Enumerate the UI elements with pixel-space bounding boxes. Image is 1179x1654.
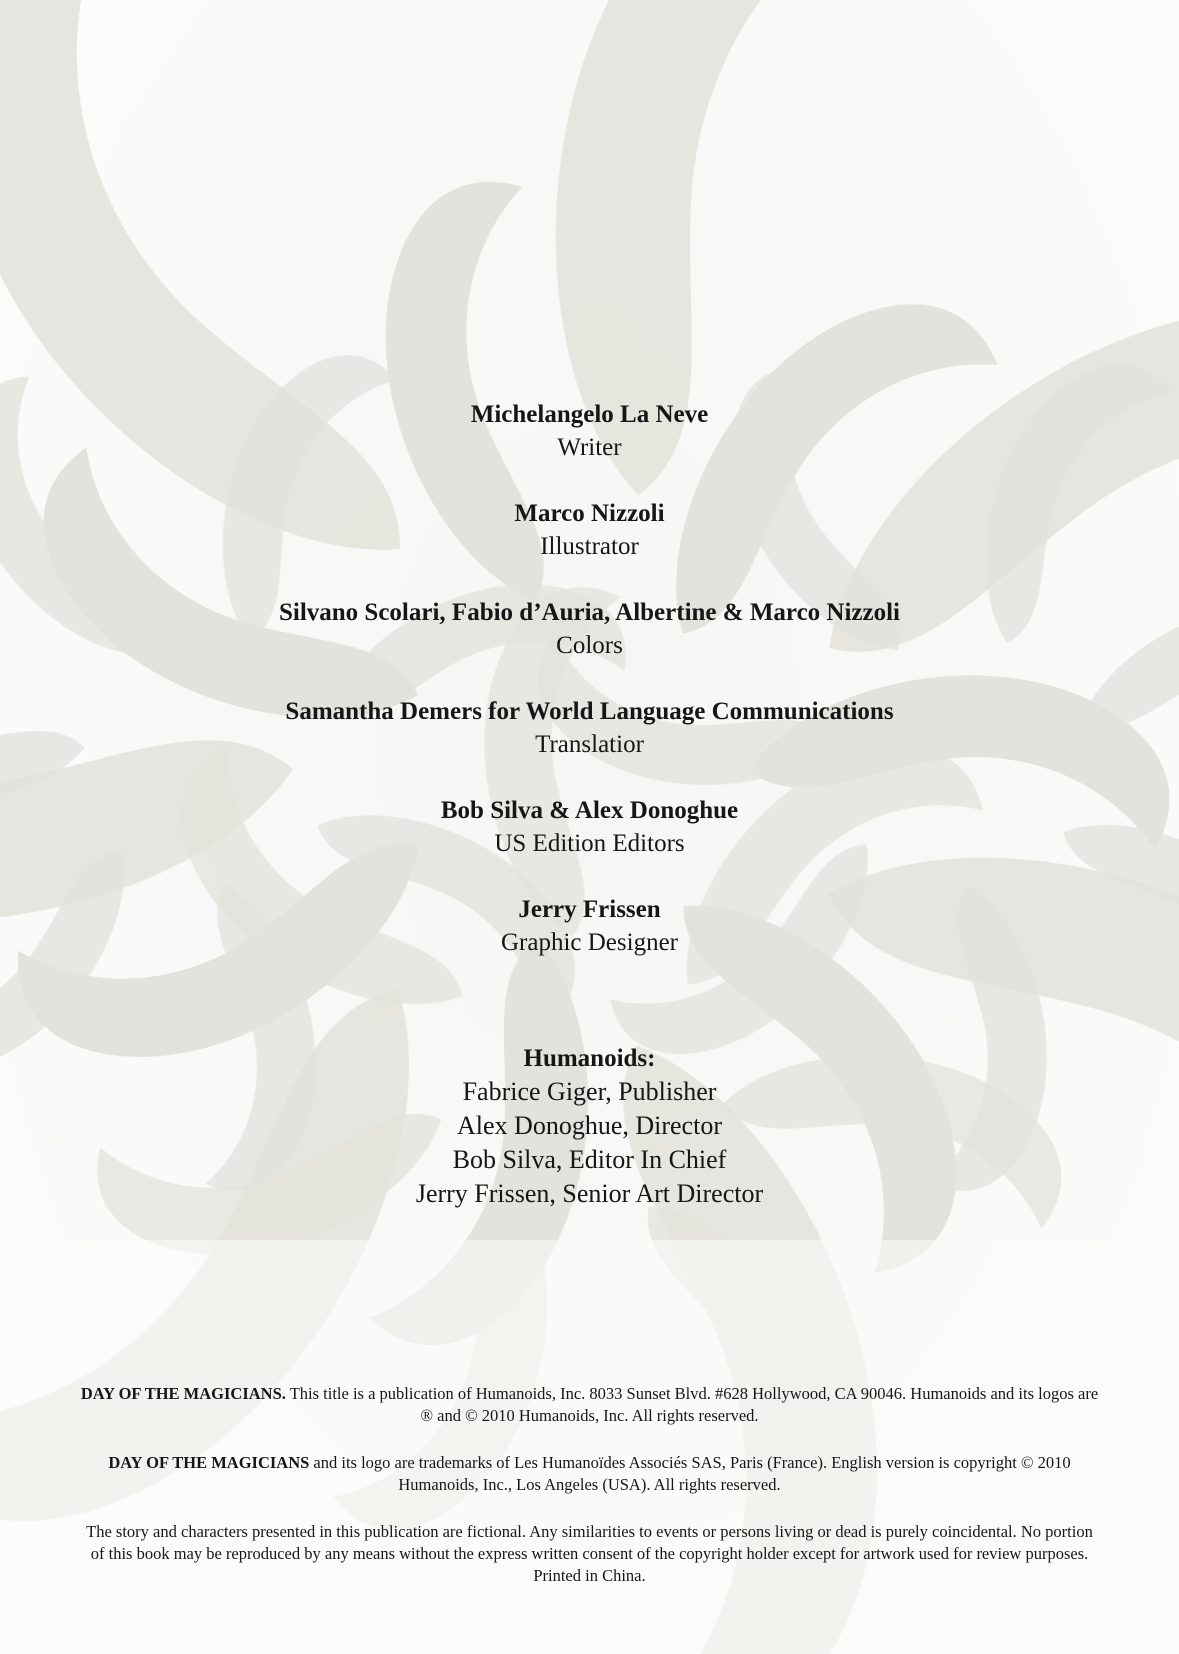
humanoids-staff	[0, 1042, 1179, 1211]
credit-name: Marco Nizzoli	[514, 500, 665, 527]
credit-editors	[0, 794, 1179, 860]
legal-title: DAY OF THE MAGICIANS	[108, 1453, 310, 1472]
credit-role: Translatior	[535, 731, 644, 758]
credit-role: Graphic Designer	[500, 929, 678, 956]
legal-fiction-disclaimer	[80, 1521, 1099, 1587]
staff-line: Fabrice Giger, Publisher	[462, 1077, 717, 1106]
credit-colors	[0, 596, 1179, 662]
staff-line: Alex Donoghue, Director	[457, 1111, 722, 1140]
legal-trademark-notice	[80, 1452, 1099, 1496]
staff-line: Jerry Frissen, Senior Art Director	[415, 1179, 764, 1208]
credit-role: Illustrator	[540, 533, 639, 560]
staff-line: Bob Silva, Editor In Chief	[452, 1145, 727, 1174]
credit-role: Colors	[556, 632, 623, 659]
credit-illustrator	[0, 497, 1179, 563]
credit-role: US Edition Editors	[494, 830, 685, 857]
legal-text: This title is a publication of Humanoids, Inc. 8033 Sunset Blvd. #628 Hollywood, CA 90046. Humanoids and its logos are ® and © 2010 Humanoids, Inc. All rights reserved.	[285, 1384, 1099, 1425]
legal-title: DAY OF THE MAGICIANS.	[80, 1384, 286, 1403]
credit-name: Michelangelo La Neve	[470, 401, 709, 428]
legal-publication-notice	[80, 1383, 1099, 1427]
credit-writer	[0, 398, 1179, 464]
credit-name: Jerry Frissen	[518, 896, 661, 923]
credit-name: Silvano Scolari, Fabio d’Auria, Albertine & Marco Nizzoli	[278, 599, 901, 626]
legal-text: and its logo are trademarks of Les Humanoïdes Associés SAS, Paris (France). English version is copyright © 2010 Humanoids, Inc., Los Angeles (USA). All rights reserved.	[309, 1453, 1071, 1494]
credits-list	[0, 398, 1179, 992]
humanoids-heading: Humanoids:	[523, 1045, 656, 1072]
credit-designer	[0, 893, 1179, 959]
credit-role: Writer	[557, 434, 622, 461]
legal-text: The story and characters presented in this publication are fictional. Any similarities to events or persons living or dead is purely coincidental. No portion of this book may be reproduced by any means without the express written consent of the copyright holder except for artwork used for review purposes. Printed in China.	[86, 1522, 1093, 1585]
credit-translator	[0, 695, 1179, 761]
credit-name: Bob Silva & Alex Donoghue	[440, 797, 739, 824]
credit-name: Samantha Demers for World Language Communications	[285, 698, 894, 725]
